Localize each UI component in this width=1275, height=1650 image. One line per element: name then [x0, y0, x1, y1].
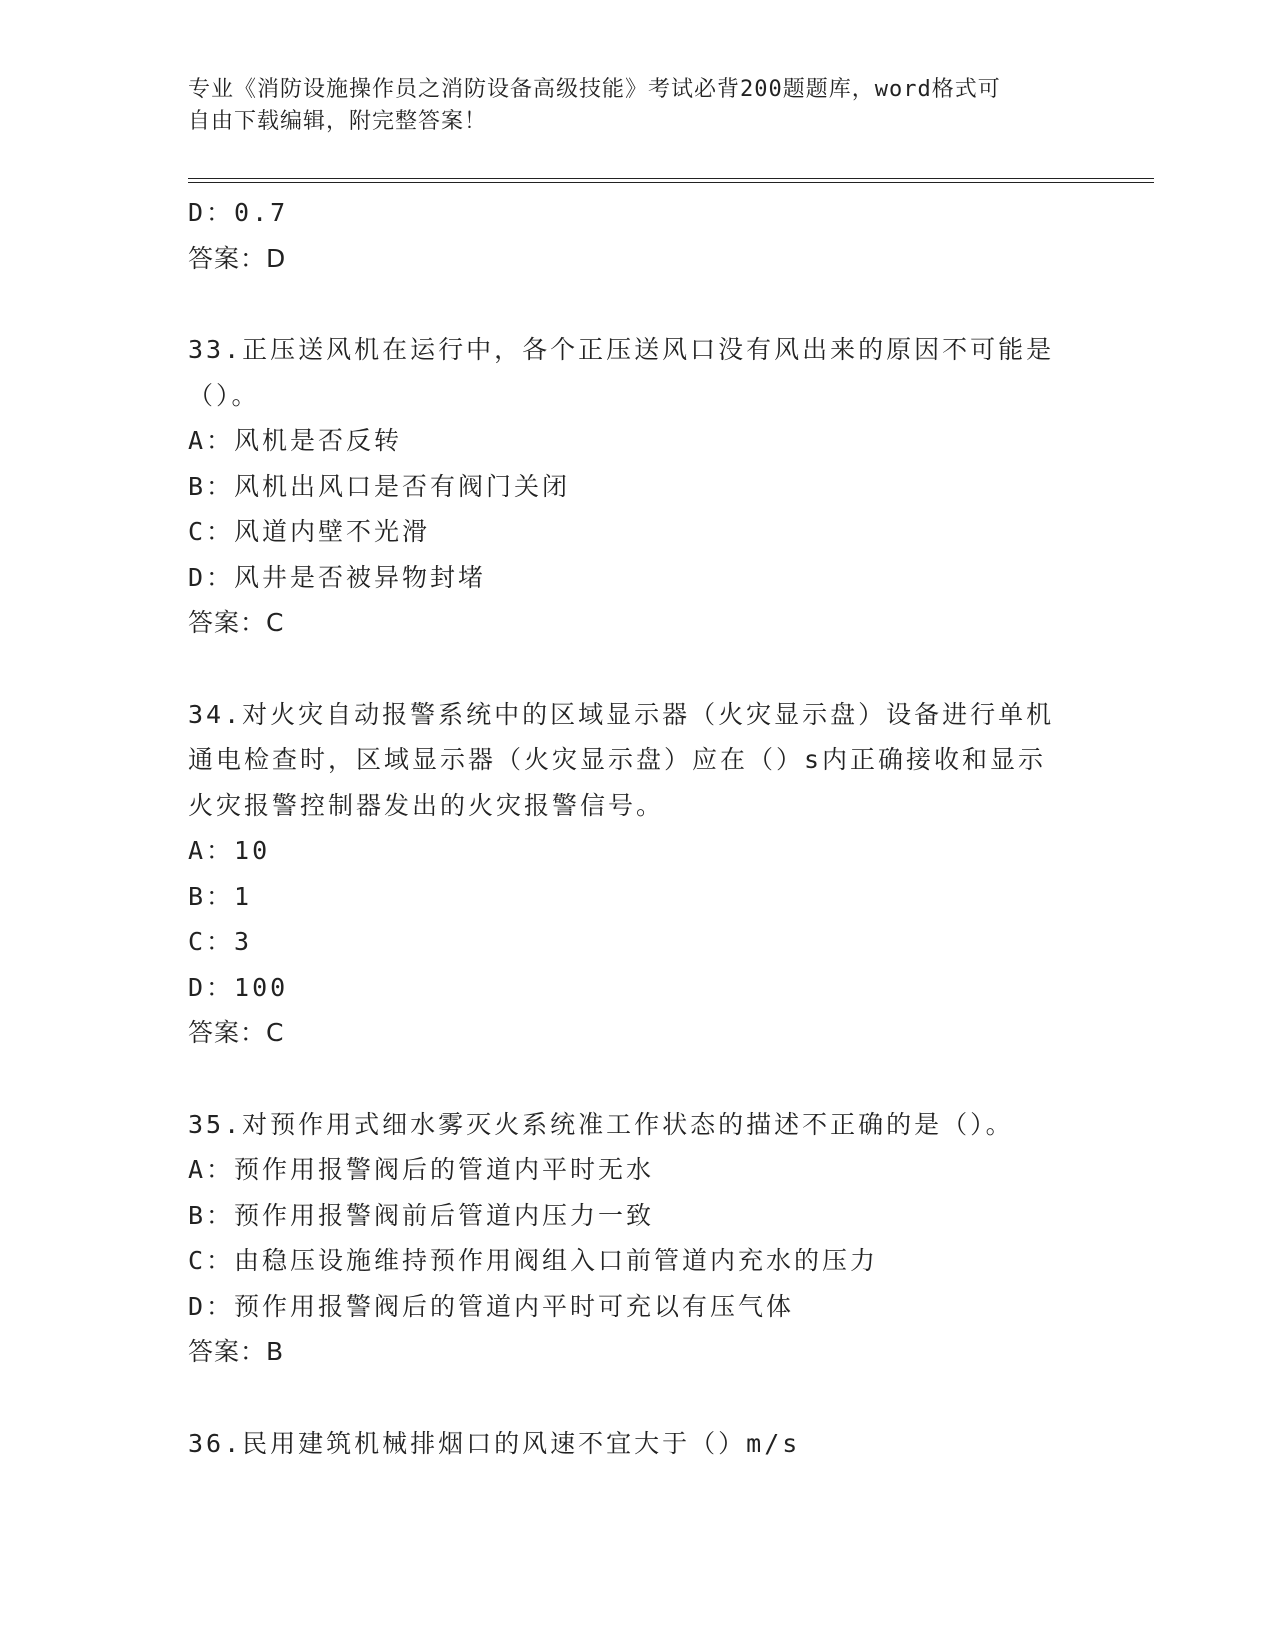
spacer — [188, 646, 1088, 692]
option-c: C：由稳压设施维持预作用阀组入口前管道内充水的压力 — [188, 1246, 879, 1275]
question-content — [188, 190, 1088, 1466]
answer: 答案：C — [188, 1018, 285, 1047]
spacer — [188, 281, 1088, 327]
option-b: B：预作用报警阀前后管道内压力一致 — [188, 1200, 655, 1230]
question-stem-line: 36.民用建筑机械排烟口的风速不宜大于（）m/s — [188, 1428, 801, 1458]
header-title-line-1: 专业《消防设施操作员之消防设备高级技能》考试必背200题题库，word格式可 — [188, 77, 1001, 102]
spacer — [188, 1375, 1088, 1421]
prev-answer: 答案：D — [188, 243, 287, 273]
option-a: A：10 — [188, 836, 271, 865]
question-35 — [188, 1102, 1088, 1375]
question-stem-line: 35.对预作用式细水雾灭火系统准工作状态的描述不正确的是（）。 — [188, 1109, 1014, 1139]
option-d: D：100 — [188, 972, 289, 1002]
answer: 答案：B — [188, 1337, 285, 1366]
option-c: C：3 — [188, 927, 253, 956]
header-title-line-2: 自由下载编辑，附完整答案！ — [188, 109, 488, 134]
option-d: D：预作用报警阀后的管道内平时可充以有压气体 — [188, 1291, 795, 1321]
header-divider-bottom — [188, 182, 1154, 183]
question-stem-line: （）。 — [188, 380, 260, 410]
document-header — [188, 74, 1068, 138]
answer: 答案：C — [188, 608, 285, 637]
question-33 — [188, 327, 1088, 646]
question-stem-line: 通电检查时，区域显示器（火灾显示盘）应在（）s内正确接收和显示 — [188, 745, 1047, 774]
question-36 — [188, 1421, 1088, 1467]
option-a: A：风机是否反转 — [188, 426, 403, 455]
option-d: D：风井是否被异物封堵 — [188, 562, 487, 592]
option-c: C：风道内壁不光滑 — [188, 517, 431, 546]
question-stem-line: 火灾报警控制器发出的火灾报警信号。 — [188, 790, 665, 820]
header-divider-top — [188, 178, 1154, 179]
option-a: A：预作用报警阀后的管道内平时无水 — [188, 1155, 655, 1184]
option-b: B：风机出风口是否有阀门关闭 — [188, 471, 571, 501]
option-b: B：1 — [188, 881, 253, 911]
prev-option-d: D：0.7 — [188, 198, 289, 227]
spacer — [188, 1056, 1088, 1102]
question-stem-line: 34.对火灾自动报警系统中的区域显示器（火灾显示盘）设备进行单机 — [188, 699, 1055, 729]
question-stem-line: 33.正压送风机在运行中，各个正压送风口没有风出来的原因不可能是 — [188, 335, 1055, 364]
question-34 — [188, 692, 1088, 1056]
